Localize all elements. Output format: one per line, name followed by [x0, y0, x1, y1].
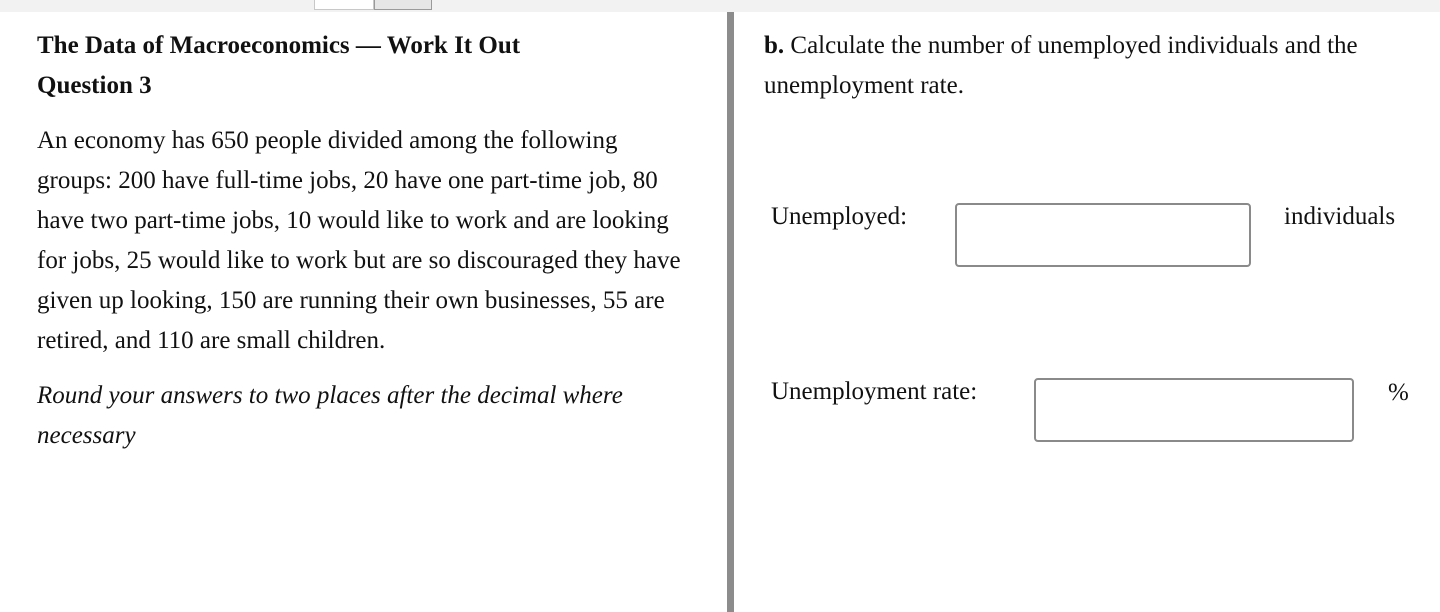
part-prompt-text: Calculate the number of unemployed individuals and the unemployment rate.	[764, 32, 1358, 99]
question-pane	[37, 26, 697, 456]
top-toolbar	[0, 0, 1440, 12]
unemployment-rate-label: Unemployment rate:	[771, 378, 978, 405]
pane-divider[interactable]	[727, 12, 734, 612]
toolbar-tab-active[interactable]	[374, 0, 432, 10]
toolbar-tab[interactable]	[314, 0, 374, 10]
part-prompt	[764, 26, 1404, 106]
rounding-note: Round your answers to two places after the decimal where necessary	[37, 382, 623, 449]
percent-unit: %	[1388, 379, 1409, 406]
part-label: b.	[764, 32, 785, 59]
page-title: The Data of Macroeconomics — Work It Out	[37, 32, 521, 59]
unemployed-unit: individuals	[1284, 203, 1396, 230]
unemployed-input[interactable]	[955, 203, 1251, 267]
question-number: Question 3	[37, 72, 152, 99]
problem-statement: An economy has 650 people divided among the following groups: 200 have full-time jobs, 20 have one part-time job, 80 have two part-time jobs, 10 would like to work and are looking for jobs, 25 would like to work but are so discouraged they have given up looking, 150 are running their own businesses, 55 are retired, and 110 are small children.	[37, 127, 681, 354]
unemployed-label: Unemployed:	[771, 203, 908, 230]
unemployment-rate-input[interactable]	[1034, 378, 1354, 442]
answer-pane	[764, 26, 1424, 106]
